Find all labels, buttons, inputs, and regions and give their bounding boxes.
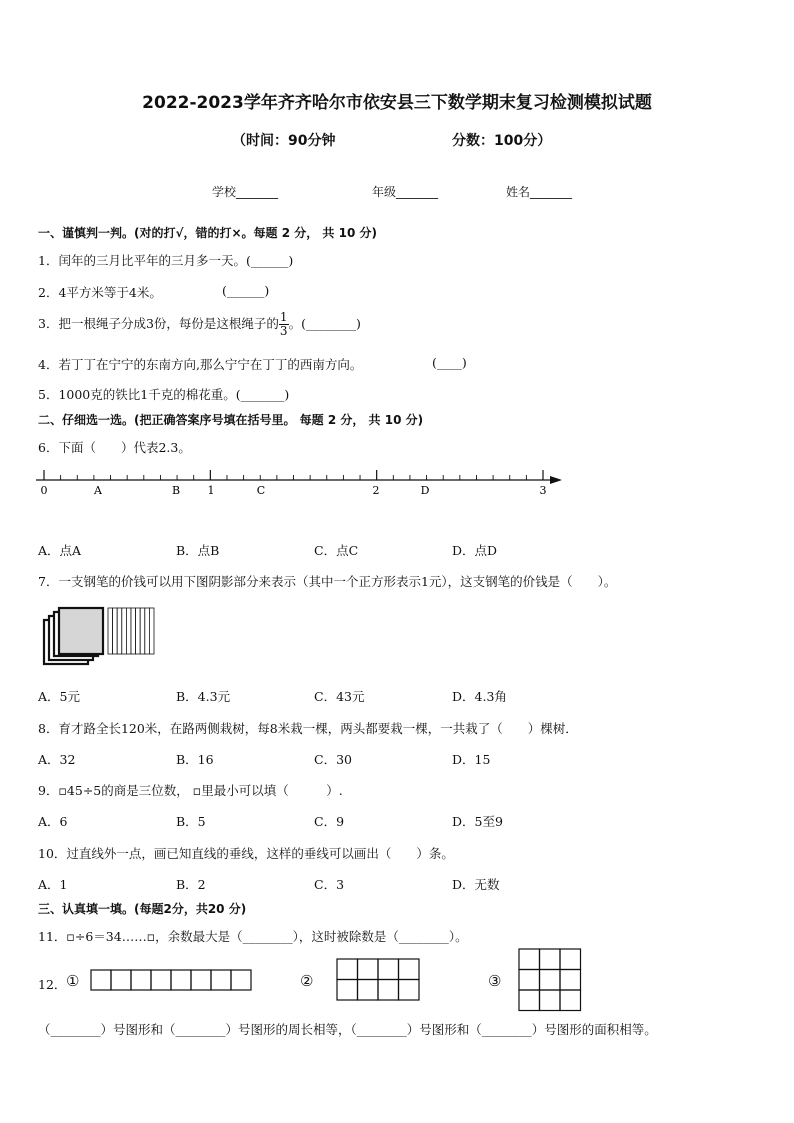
q9-option-c[interactable]: C．9	[314, 814, 345, 829]
strip	[136, 608, 141, 654]
q6-option-d[interactable]: D．点D	[452, 543, 498, 558]
question-3	[38, 310, 361, 338]
figure-3-grid	[518, 948, 582, 1012]
grid-cell	[560, 970, 581, 991]
grid-cell	[399, 980, 420, 1001]
section-1-heading: 一、谨慎判一判。(对的打√，错的打×。每题 2 分， 共 10 分)	[38, 226, 377, 240]
q8-option-b[interactable]: B．16	[176, 752, 214, 767]
strip	[126, 608, 131, 654]
question-4: 4．若丁丁在宁宁的东南方向,那么宁宁在丁丁的西南方向。	[38, 357, 363, 372]
question-12-answer: （________）号图形和（________）号图形的周长相等，（________）号图形和（________）号图形的面积相等。	[38, 1022, 657, 1037]
grid-cell	[560, 990, 581, 1011]
number-line-ticks	[44, 470, 543, 480]
question-11: 11．▫÷6＝34……▫，余数最大是（________），这时被除数是（________）。	[38, 929, 468, 944]
grade-field[interactable]: 年级_______	[372, 185, 439, 199]
school-field[interactable]: 学校_______	[212, 185, 279, 199]
label-0: 0	[40, 484, 48, 497]
grid-cell	[519, 949, 540, 970]
figure-1-strip	[90, 968, 252, 992]
q6-option-a[interactable]: A．点A	[38, 543, 82, 558]
question-3-blank[interactable]: 。(________)	[288, 316, 361, 331]
tenth-strips	[108, 608, 154, 654]
time-info: （时间：90分钟	[232, 133, 336, 149]
grid-cell	[519, 990, 540, 1011]
q9-option-d[interactable]: D．5至9	[452, 814, 503, 829]
strip	[149, 608, 154, 654]
strip	[140, 608, 145, 654]
q9-option-a[interactable]: A．6	[38, 814, 68, 829]
question-8: 8．育才路全长120米，在路两侧栽树，每8米栽一棵，两头都要栽一棵，一共栽了（ ）棵树．	[38, 721, 578, 736]
score-info: 分数：100分）	[452, 133, 552, 149]
grid-cell	[151, 970, 171, 990]
question-12-label: 12．	[38, 977, 67, 992]
grid-cell	[131, 970, 151, 990]
question-9: 9．▫45÷5的商是三位数， ▫里最小可以填（ ）.	[38, 783, 343, 798]
grid-cell	[540, 990, 561, 1011]
question-7: 7．一支钢笔的价钱可以用下图阴影部分来表示（其中一个正方形表示1元），这支钢笔的价钱是（ ）。	[38, 574, 617, 589]
q10-option-b[interactable]: B．2	[176, 877, 206, 892]
grid-cell	[560, 949, 581, 970]
question-4-blank[interactable]: (____)	[432, 355, 467, 370]
label-1: 1	[207, 484, 215, 497]
grid-cell	[337, 980, 358, 1001]
grid-cell	[378, 959, 399, 980]
question-10: 10．过直线外一点，画已知直线的垂线，这样的垂线可以画出（ ）条。	[38, 846, 454, 861]
grid-cell	[358, 959, 379, 980]
grid-cell	[337, 959, 358, 980]
fraction-one-third	[279, 311, 289, 338]
grid-cell	[519, 970, 540, 991]
strip	[122, 608, 127, 654]
strip	[108, 608, 113, 654]
grid-cell	[540, 949, 561, 970]
arrow-right-icon	[550, 476, 562, 484]
q9-option-b[interactable]: B．5	[176, 814, 206, 829]
fraction-denominator: 3	[279, 324, 288, 338]
question-5: 5．1000克的铁比1千克的棉花重。(_______)	[38, 387, 290, 402]
question-6: 6．下面（ ）代表2.3。	[38, 440, 191, 455]
grid-cell	[111, 970, 131, 990]
q7-squares-figure	[40, 606, 170, 668]
q6-option-c[interactable]: C．点C	[314, 543, 359, 558]
grid-cell	[358, 980, 379, 1001]
figure-2-mark: ②	[300, 972, 314, 990]
question-2-blank[interactable]: (______)	[222, 283, 270, 298]
name-field[interactable]: 姓名_______	[506, 185, 573, 199]
grid-cell	[540, 970, 561, 991]
q10-option-c[interactable]: C．3	[314, 877, 345, 892]
q7-option-b[interactable]: B．4.3元	[176, 689, 231, 704]
section-3-heading: 三、认真填一填。(每题2分，共20 分)	[38, 902, 247, 916]
number-line	[30, 462, 570, 502]
grid-cell	[91, 970, 111, 990]
question-2: 2．4平方米等于4米。	[38, 285, 162, 300]
q8-option-a[interactable]: A．32	[38, 752, 76, 767]
question-3-text: 3．把一根绳子分成3份，每份是这根绳子的	[38, 316, 279, 331]
label-d: D	[420, 484, 430, 497]
question-1: 1．闰年的三月比平年的三月多一天。(______)	[38, 253, 294, 268]
label-b: B	[171, 484, 181, 497]
figure-1-mark: ①	[66, 972, 80, 990]
label-c: C	[256, 484, 266, 497]
number-line-labels	[41, 484, 547, 497]
label-2: 2	[372, 484, 380, 497]
section-2-heading: 二、仔细选一选。(把正确答案序号填在括号里。 每题 2 分， 共 10 分)	[38, 413, 424, 427]
strip	[117, 608, 122, 654]
strip	[145, 608, 150, 654]
strip	[113, 608, 118, 654]
q7-option-d[interactable]: D．4.3角	[452, 689, 507, 704]
strip	[131, 608, 136, 654]
label-a: A	[94, 484, 102, 497]
grid-cell	[399, 959, 420, 980]
q8-option-c[interactable]: C．30	[314, 752, 352, 767]
q8-option-d[interactable]: D．15	[452, 752, 491, 767]
label-3: 3	[539, 484, 547, 497]
q7-option-c[interactable]: C．43元	[314, 689, 365, 704]
grid-cell	[378, 980, 399, 1001]
grid-cell	[191, 970, 211, 990]
figure-3-mark: ③	[488, 972, 502, 990]
stacked-square-4	[59, 608, 103, 654]
figure-2-grid	[336, 958, 420, 1002]
grid-cell	[171, 970, 191, 990]
q6-option-b[interactable]: B．点B	[176, 543, 220, 558]
q10-option-d[interactable]: D．无数	[452, 877, 500, 892]
page-title: 2022-2023学年齐齐哈尔市依安县三下数学期末复习检测模拟试题	[142, 93, 652, 113]
fraction-numerator: 1	[279, 310, 288, 324]
q7-option-a[interactable]: A．5元	[38, 689, 80, 704]
grid-cell	[211, 970, 231, 990]
grid-cell	[231, 970, 251, 990]
q10-option-a[interactable]: A．1	[38, 877, 68, 892]
